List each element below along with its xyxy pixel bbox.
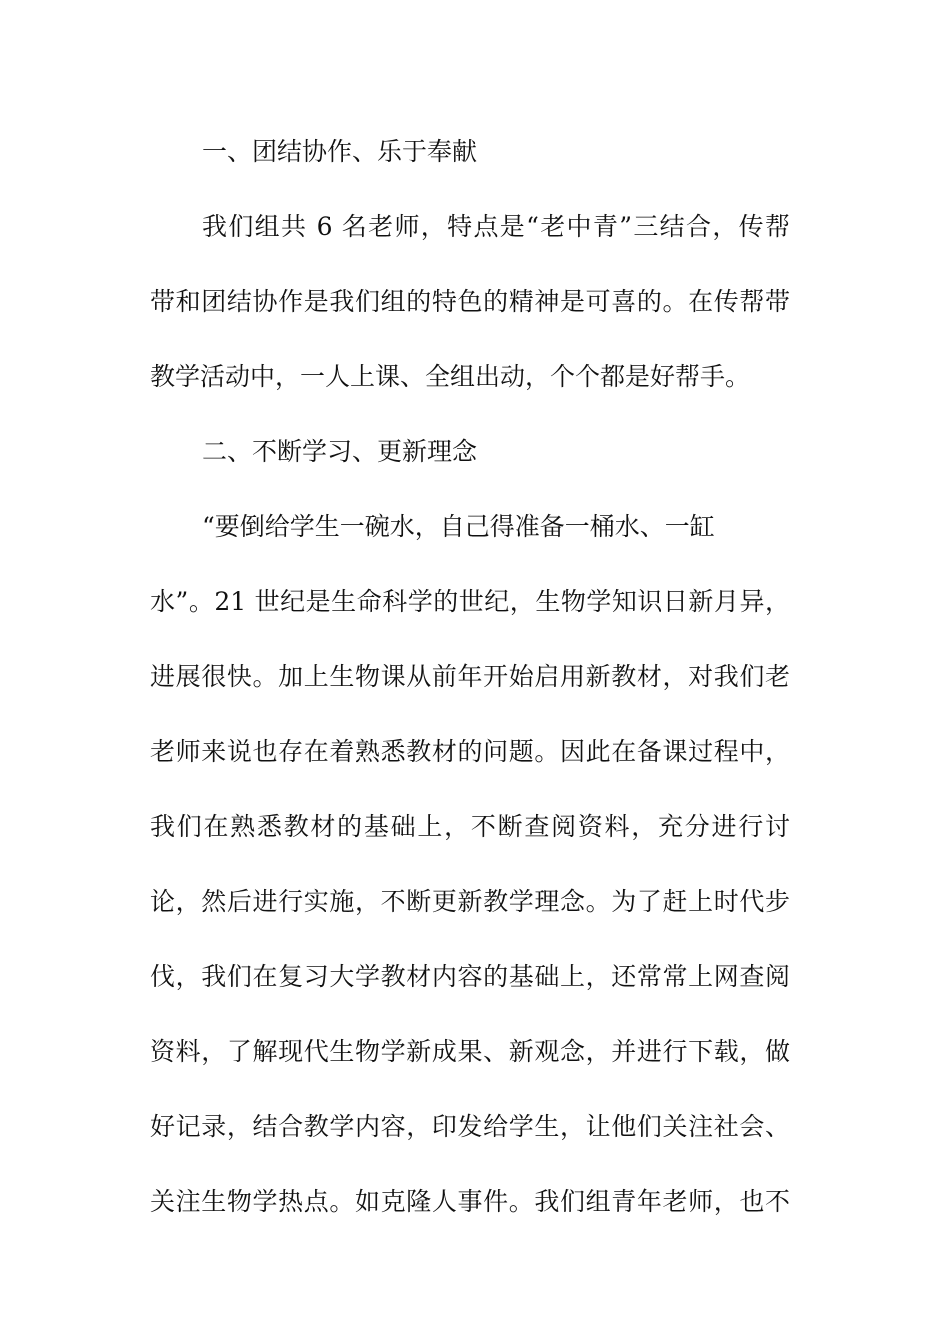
paragraph-line: 老师来说也存在着熟悉教材的问题。因此在备课过程中， — [150, 737, 790, 766]
paragraph-line: 资料，了解现代生物学新成果、新观念，并进行下载，做 — [150, 1037, 790, 1066]
paragraph-line: 论，然后进行实施，不断更新教学理念。为了赶上时代步 — [150, 887, 790, 916]
section-heading-2: 二、不断学习、更新理念 — [202, 437, 478, 466]
paragraph-line: 好记录，结合教学内容，印发给学生，让他们关注社会、 — [150, 1112, 790, 1141]
section-heading-1: 一、团结协作、乐于奉献 — [202, 137, 478, 166]
paragraph-line: 水”。21 世纪是生命科学的世纪，生物学知识日新月异， — [150, 587, 790, 616]
paragraph-line: 带和团结协作是我们组的特色的精神是可喜的。在传帮带 — [150, 287, 790, 316]
paragraph-line: 进展很快。加上生物课从前年开始启用新教材，对我们老 — [150, 662, 790, 691]
document-body — [150, 127, 790, 1252]
paragraph-line: “要倒给学生一碗水，自己得准备一桶水、一缸 — [202, 512, 715, 541]
paragraph-line: 我们在熟悉教材的基础上，不断查阅资料，充分进行讨 — [150, 812, 790, 841]
paragraph-line: 关注生物学热点。如克隆人事件。我们组青年老师，也不 — [150, 1187, 790, 1216]
paragraph-line: 教学活动中，一人上课、全组出动，个个都是好帮手。 — [150, 362, 751, 391]
paragraph-line: 我们组共 6 名老师，特点是“老中青”三结合，传帮 — [202, 212, 790, 241]
paragraph-line: 伐，我们在复习大学教材内容的基础上，还常常上网查阅 — [150, 962, 790, 991]
